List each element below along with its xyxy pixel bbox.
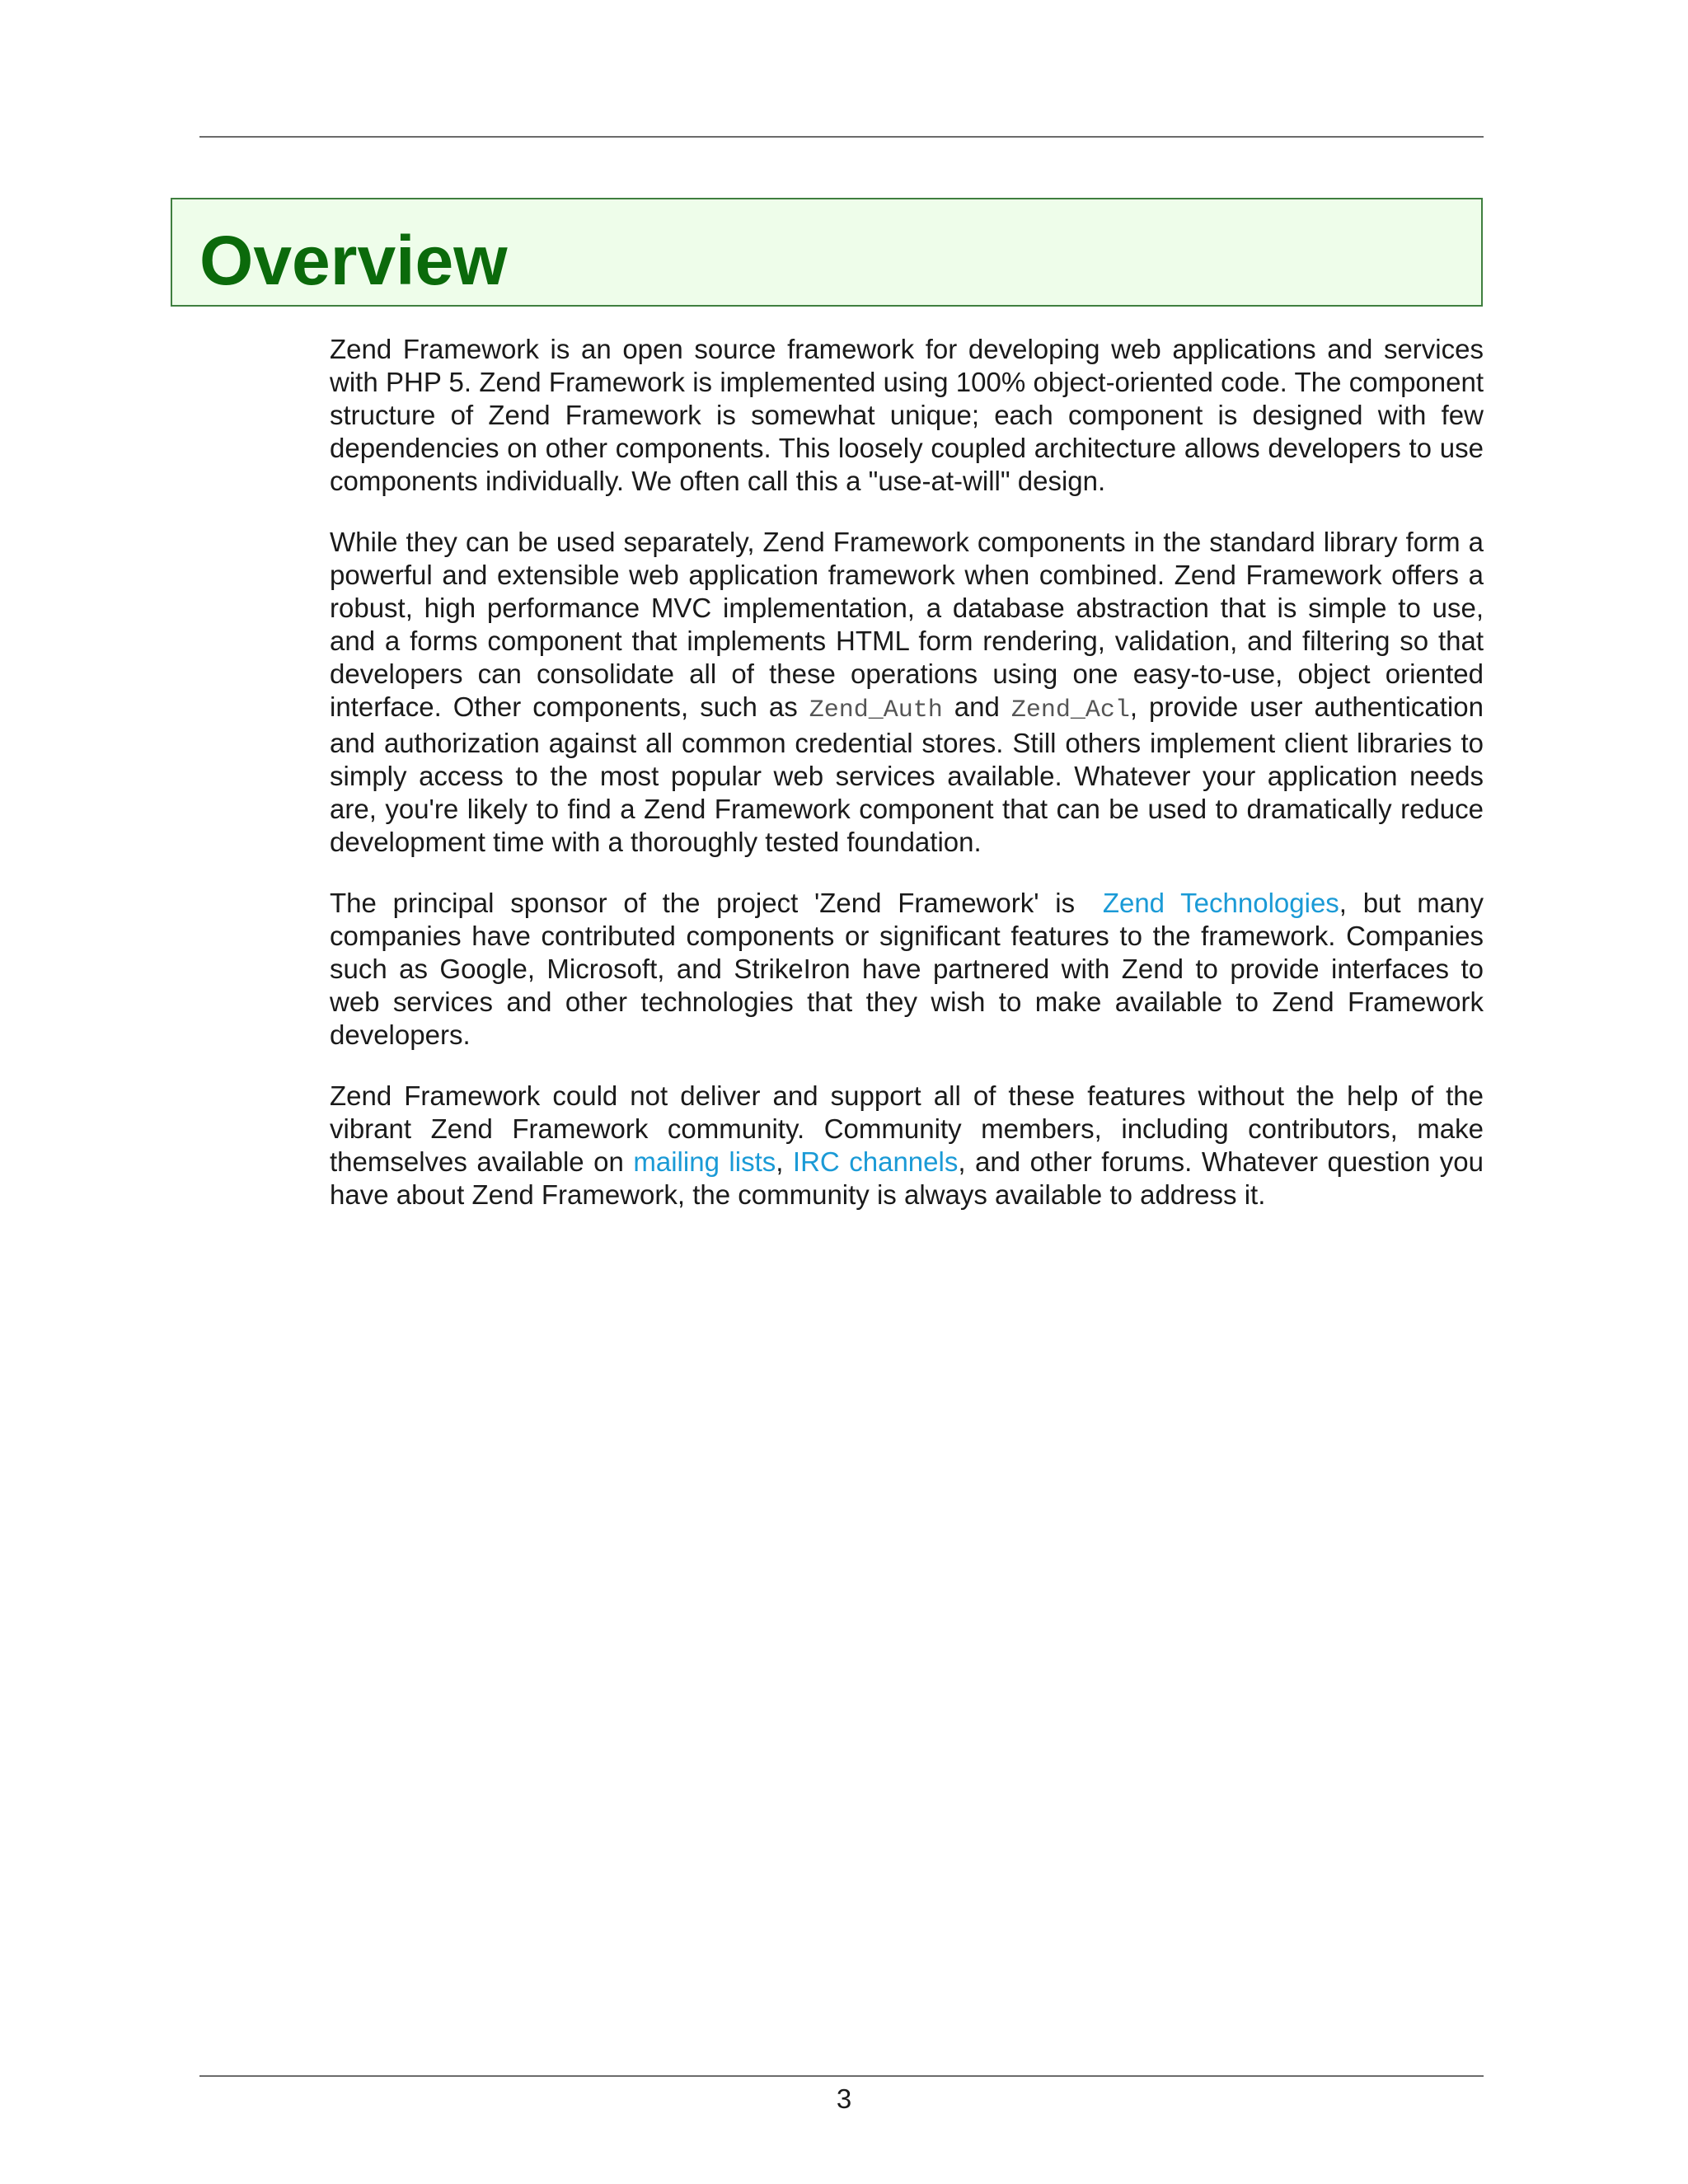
paragraph-text: , provide user authentication and authorization against all common credential stores. Still others implement client libraries to simply access to the most popular web services available. Whatever your application needs are, you're likely to find a Zend Framework component that can be used to dramatically reduce development time with a thoroughly tested foundation. xyxy=(330,691,1484,857)
paragraph-sponsor xyxy=(330,887,1484,1052)
zend-technologies-link[interactable]: Zend Technologies xyxy=(1102,888,1339,918)
section-heading-box xyxy=(171,198,1483,307)
paragraph-intro: Zend Framework is an open source framework for developing web applications and services with PHP 5. Zend Framework is implemented using 100% object-oriented code. The component structure of Zend Framework is somewhat unique; each component is designed with few dependencies on other components. This loosely coupled architecture allows developers to use components individually. We often call this a "use-at-will" design. xyxy=(330,334,1484,496)
paragraph-community xyxy=(330,1080,1484,1212)
paragraph-text: , and other forums. Whatever question you have about Zend Framework, the community is always available to address it. xyxy=(330,1146,1484,1210)
code-zend-auth: Zend_Auth xyxy=(809,696,943,724)
paragraph-text: Zend Framework could not deliver and support all of these features without the help of the vibrant Zend Framework community. Community members, including contributors, make themselves available on xyxy=(330,1080,1484,1177)
paragraph-text: While they can be used separately, Zend Framework components in the standard library form a powerful and extensible web application framework when combined. Zend Framework offers a robust, high performance MVC implementation, a database abstraction that is simple to use, and a forms component that implements HTML form rendering, validation, and filtering so that developers can consolidate all of these operations using one easy-to-use, object oriented interface. Other components, such as xyxy=(330,527,1484,722)
code-zend-acl: Zend_Acl xyxy=(1010,696,1130,724)
page-title: Overview xyxy=(199,222,508,299)
main-content xyxy=(330,333,1484,1240)
footer-rule xyxy=(199,2075,1484,2077)
paragraph-text: , but many companies have contributed components or significant features to the framework. Companies such as Google, Microsoft, and StrikeIron have partnered with Zend to provide interfaces to web services and other technologies that they wish to make available to Zend Framework developers. xyxy=(330,888,1484,1050)
paragraph-text: , xyxy=(776,1146,793,1177)
paragraph-components xyxy=(330,526,1484,859)
paragraph-text: The principal sponsor of the project 'Zend Framework' is xyxy=(330,888,1091,918)
page-number: 3 xyxy=(836,2083,852,2114)
paragraph-text: and xyxy=(942,691,1011,722)
irc-channels-link[interactable]: IRC channels xyxy=(792,1146,959,1177)
mailing-lists-link[interactable]: mailing lists xyxy=(633,1146,776,1177)
header-rule xyxy=(199,136,1484,138)
